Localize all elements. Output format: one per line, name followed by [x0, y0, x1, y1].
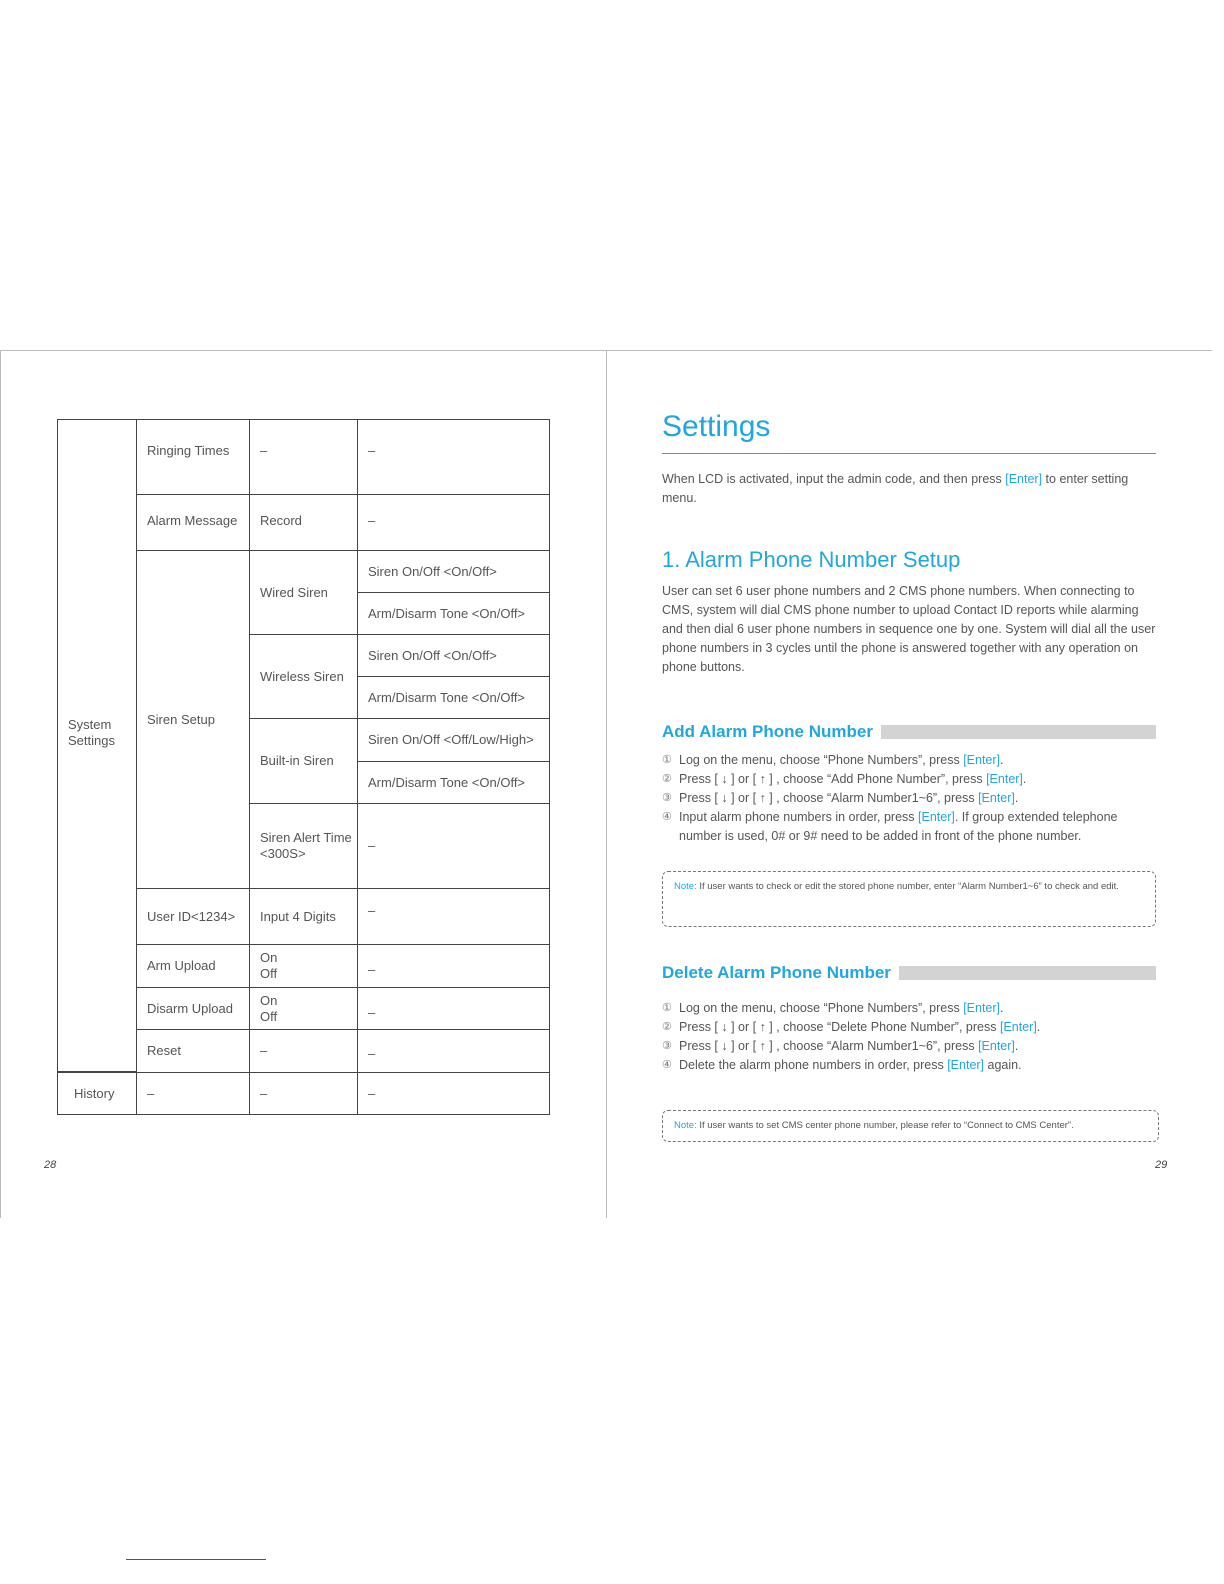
page-title: Settings: [662, 410, 771, 443]
add-number-note: Note: If user wants to check or edit the stored phone number, enter “Alarm Number1~6” to check and edit.: [662, 871, 1156, 927]
bottom-link-underline: [126, 1559, 266, 1560]
list-item: ② Press [ ↓ ] or [ ↑ ] , choose “Add Phone Number”, press [Enter].: [662, 772, 1027, 786]
cell-arm-upload: Arm Upload: [136, 944, 250, 988]
cell-ringing-times-col4: –: [357, 419, 550, 495]
cell-history-col4: –: [357, 1072, 550, 1115]
add-number-heading-text: Add Alarm Phone Number: [662, 722, 873, 741]
cell-reset-col3: –: [249, 1029, 358, 1073]
cell-alarm-message-col4: –: [357, 494, 550, 551]
heading-bar: [881, 725, 1156, 739]
cell-disarm-upload-options: On Off: [249, 987, 358, 1030]
list-item: ① Log on the menu, choose “Phone Numbers”, press [Enter].: [662, 753, 1004, 767]
cell-arm-upload-options: On Off: [249, 944, 358, 988]
list-item: ① Log on the menu, choose “Phone Numbers”, press [Enter].: [662, 1001, 1004, 1015]
cell-alarm-message: Alarm Message: [136, 494, 250, 551]
cell-history-col3: –: [249, 1072, 358, 1115]
delete-number-heading-text: Delete Alarm Phone Number: [662, 963, 891, 982]
title-underline: [662, 453, 1156, 454]
delete-number-heading: [662, 965, 1156, 981]
cell-wired-arm-disarm-tone: Arm/Disarm Tone <On/Off>: [357, 592, 550, 635]
list-item: ④ Input alarm phone numbers in order, press [Enter]. If group extended telephone number is used, 0# or 9# need to be added in front of the phone number.: [662, 810, 1118, 843]
list-item: ④ Delete the alarm phone numbers in order, press [Enter] again.: [662, 1058, 1022, 1072]
cell-siren-alert-time: Siren Alert Time <300S>: [249, 803, 358, 889]
cell-wireless-arm-disarm-tone: Arm/Disarm Tone <On/Off>: [357, 676, 550, 719]
cell-ringing-times: Ringing Times: [136, 419, 250, 495]
section-title: 1. Alarm Phone Number Setup: [662, 547, 961, 572]
cell-record: Record: [249, 494, 358, 551]
cell-disarm-upload: Disarm Upload: [136, 987, 250, 1030]
cell-wireless-siren: Wireless Siren: [249, 634, 358, 719]
spread-gutter: [606, 350, 607, 1218]
cell-user-id-col4: –: [357, 888, 550, 945]
section-body: User can set 6 user phone numbers and 2 CMS phone numbers. When connecting to CMS, system will dial CMS phone number to upload Contact ID reports while alarming and then dial 6 user phone numbers in sequence one by one. System will dial all the user phone numbers in 3 cycles until the phone is answered together with any operation on phone buttons.: [662, 584, 1156, 674]
cell-history-col2: –: [136, 1072, 250, 1115]
cell-reset: Reset: [136, 1029, 250, 1073]
settings-menu-table: [58, 420, 551, 1115]
intro-paragraph: When LCD is activated, input the admin code, and then press [Enter] to enter setting menu.: [662, 472, 1129, 505]
cell-siren-setup: Siren Setup: [136, 550, 250, 889]
delete-number-steps: [662, 999, 1156, 1075]
cell-input-4-digits: Input 4 Digits: [249, 888, 358, 945]
list-item: ③ Press [ ↓ ] or [ ↑ ] , choose “Alarm Number1~6”, press [Enter].: [662, 1039, 1019, 1053]
list-item: ③ Press [ ↓ ] or [ ↑ ] , choose “Alarm Number1~6”, press [Enter].: [662, 791, 1019, 805]
add-number-heading: [662, 724, 1156, 740]
heading-bar: [899, 966, 1156, 980]
cell-arm-upload-col4: –: [357, 944, 550, 988]
enter-key-ref: [Enter]: [1005, 472, 1043, 486]
cell-wired-siren-onoff: Siren On/Off <On/Off>: [357, 550, 550, 593]
page-number-right: 29: [1155, 1159, 1168, 1171]
cell-user-id: User ID<1234>: [136, 888, 250, 945]
cell-builtin-siren-onoff: Siren On/Off <Off/Low/High>: [357, 718, 550, 762]
cell-wireless-siren-onoff: Siren On/Off <On/Off>: [357, 634, 550, 677]
list-item: ② Press [ ↓ ] or [ ↑ ] , choose “Delete Phone Number”, press [Enter].: [662, 1020, 1041, 1034]
cell-reset-col4: –: [357, 1029, 550, 1073]
cell-ringing-times-col3: –: [249, 419, 358, 495]
page-number-left: 28: [44, 1159, 57, 1171]
delete-number-note: Note: If user wants to set CMS center phone number, please refer to “Connect to CMS Center”.: [662, 1110, 1159, 1142]
cell-wired-siren: Wired Siren: [249, 550, 358, 635]
spread-left-edge: [0, 350, 1, 1218]
add-number-steps: [662, 751, 1156, 846]
cell-siren-alert-time-col4: –: [357, 803, 550, 889]
cell-system-settings: System Settings: [57, 419, 137, 1072]
cell-builtin-siren: Built-in Siren: [249, 718, 358, 804]
cell-history: History: [57, 1072, 137, 1115]
cell-builtin-arm-disarm-tone: Arm/Disarm Tone <On/Off>: [357, 761, 550, 804]
cell-disarm-upload-col4: –: [357, 987, 550, 1030]
